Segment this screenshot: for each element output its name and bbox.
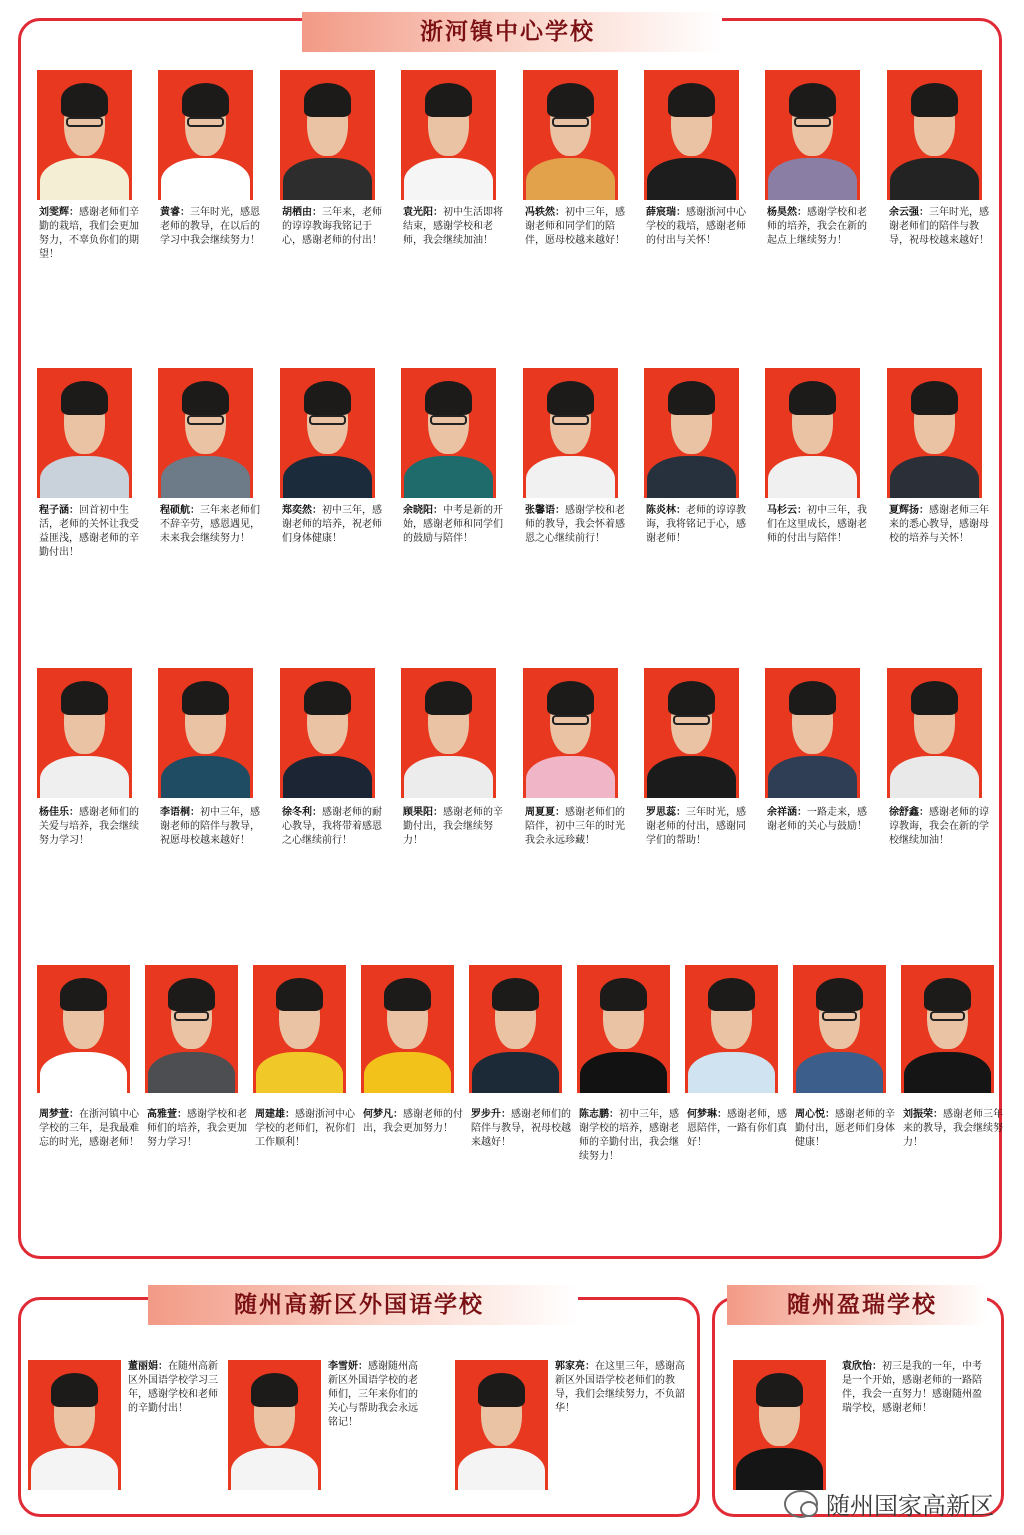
student-message: 在这里三年，感谢高新区外国语学校老师们的教导，我们会继续努力，不负韶华！ [555, 1361, 685, 1414]
student-photo [469, 965, 562, 1093]
student-name: 袁光阳： [403, 207, 443, 218]
student-message: 感谢浙河中心学校的栽培，感谢老师的付出与关怀！ [646, 207, 746, 246]
student-message: 三年时光，感谢老师的付出，感谢同学们的帮助！ [646, 807, 746, 846]
student-name: 何梦凡： [363, 1109, 403, 1120]
student-name: 李语桐： [160, 807, 200, 818]
student-message: 感谢老师们辛勤的栽培，我们会更加努力，不辜负你们的期望！ [39, 207, 139, 260]
watermark [784, 1486, 994, 1521]
student-caption [525, 206, 632, 248]
student-message: 感谢学校和老师的培养，我会在新的起点上继续努力！ [767, 207, 867, 246]
student-message: 初中生活即将结束，感谢学校和老师，我会继续加油！ [403, 207, 503, 246]
student-name: 徐冬利： [282, 807, 322, 818]
student-caption [160, 806, 267, 848]
student-message: 老师的谆谆教诲，我将铭记于心，感谢老师！ [646, 505, 746, 544]
student-message: 感谢浙河中心学校的老师们，祝你们工作顺利！ [255, 1109, 355, 1148]
student-photo [887, 70, 982, 200]
student-caption [646, 504, 753, 546]
student-name: 李雪妍： [328, 1361, 368, 1372]
student-caption [903, 1108, 1008, 1150]
student-caption [160, 504, 267, 546]
student-photo [455, 1360, 548, 1490]
student-caption [328, 1360, 424, 1430]
student-message: 在浙河镇中心学校的三年，是我最难忘的时光，感谢老师！ [39, 1109, 139, 1148]
student-message: 初中三年，我们在这里成长，感谢老师的付出与陪伴！ [767, 505, 867, 544]
student-caption [282, 206, 389, 248]
student-message: 回首初中生活，老师的关怀让我受益匪浅，感谢老师的辛勤付出！ [39, 505, 139, 558]
student-name: 周建雄： [255, 1109, 295, 1120]
student-caption [889, 504, 996, 546]
student-message: 一路走来，感谢老师的关心与鼓励！ [767, 807, 867, 832]
student-name: 杨昊然： [767, 207, 807, 218]
student-caption [795, 1108, 900, 1150]
student-name: 郑奕然： [282, 505, 322, 516]
student-caption [282, 806, 389, 848]
student-photo [145, 965, 238, 1093]
student-photo [523, 70, 618, 200]
student-name: 刘振荣： [903, 1109, 943, 1120]
student-photo [401, 70, 496, 200]
student-caption [889, 806, 996, 848]
student-caption [767, 806, 874, 834]
student-caption [39, 806, 146, 848]
student-name: 余云强： [889, 207, 929, 218]
student-name: 薛宸瑞： [646, 207, 686, 218]
student-photo [765, 70, 860, 200]
student-name: 董丽娟： [128, 1361, 168, 1372]
student-photo [37, 965, 130, 1093]
student-photo [401, 368, 496, 498]
student-caption [363, 1108, 468, 1136]
student-message: 三年时光，感恩老师的教导，在以后的学习中我会继续努力！ [160, 207, 260, 246]
student-message: 感谢随州高新区外国语学校的老师们，三年来你们的关心与帮助我会永远铭记！ [328, 1361, 418, 1428]
student-photo [158, 668, 253, 798]
student-message: 感谢学校和老师们的培养，我会更加努力学习！ [147, 1109, 247, 1148]
student-name: 周夏夏： [525, 807, 565, 818]
student-message: 感谢学校和老师的教导，我会怀着感恩之心继续前行！ [525, 505, 625, 544]
student-message: 三年来老师们不辞辛劳，感恩遇见，未来我会继续努力！ [160, 505, 260, 544]
student-caption [128, 1360, 224, 1416]
student-name: 罗步升： [471, 1109, 511, 1120]
student-name: 刘雯辉： [39, 207, 79, 218]
student-caption [767, 504, 874, 546]
student-name: 程硕航： [160, 505, 200, 516]
student-caption [471, 1108, 576, 1150]
watermark-text: 随州国家高新区 [826, 1492, 994, 1520]
student-photo [361, 965, 454, 1093]
student-caption [525, 806, 632, 848]
student-photo [733, 1360, 826, 1490]
student-message: 感谢老师的辛勤付出，我会继续努力！ [403, 807, 503, 846]
student-message: 感谢老师们的陪伴，初中三年的时光我会永远珍藏！ [525, 807, 625, 846]
student-name: 程子涵： [39, 505, 79, 516]
student-message: 三年来，老师的谆谆教诲我铭记于心，感谢老师的付出！ [282, 207, 382, 246]
student-photo [280, 70, 375, 200]
student-caption [39, 206, 146, 262]
student-caption [842, 1360, 982, 1416]
student-name: 马杉云： [767, 505, 807, 516]
student-name: 顾果阳： [403, 807, 443, 818]
student-photo [887, 368, 982, 498]
student-caption [403, 806, 510, 848]
student-message: 感谢老师的谆谆教诲，我会在新的学校继续加油！ [889, 807, 989, 846]
section-title-foreign-language: 随州高新区外国语学校 [148, 1285, 578, 1325]
student-name: 徐舒鑫： [889, 807, 929, 818]
student-message: 初中三年，感谢学校的培养，感谢老师的辛勤付出，我会继续努力！ [579, 1109, 679, 1162]
student-caption [687, 1108, 792, 1150]
student-message: 在随州高新区外国语学校学习三年，感谢学校和老师的辛勤付出！ [128, 1361, 218, 1414]
student-caption [646, 206, 753, 248]
student-caption [525, 504, 632, 546]
student-photo [280, 368, 375, 498]
student-message: 感谢老师的辛勤付出，愿老师们身体健康！ [795, 1109, 895, 1148]
student-name: 余晓阳： [403, 505, 443, 516]
student-caption [579, 1108, 684, 1164]
student-message: 感谢老师的付出，我会更加努力！ [363, 1109, 463, 1134]
student-name: 罗思蕊： [646, 807, 686, 818]
student-photo [793, 965, 886, 1093]
student-photo [228, 1360, 321, 1490]
student-name: 周梦萱： [39, 1109, 79, 1120]
student-photo [37, 668, 132, 798]
student-message: 感谢老师们的关爱与培养，我会继续努力学习！ [39, 807, 139, 846]
student-name: 夏辉扬： [889, 505, 929, 516]
student-message: 中考是新的开始，感谢老师和同学们的鼓励与陪伴！ [403, 505, 503, 544]
student-name: 黄睿： [160, 207, 190, 218]
student-name: 冯轶然： [525, 207, 565, 218]
student-message: 感谢老师们的陪伴与教导，祝母校越来越好！ [471, 1109, 571, 1148]
student-caption [255, 1108, 360, 1150]
student-message: 感谢老师，感恩陪伴，一路有你们真好！ [687, 1109, 787, 1148]
student-message: 初中三年，感谢老师的陪伴与教导，祝愿母校越来越好！ [160, 807, 260, 846]
student-name: 杨佳乐： [39, 807, 79, 818]
student-photo [523, 368, 618, 498]
student-message: 感谢老师三年来的悉心教导，感谢母校的培养与关怀！ [889, 505, 989, 544]
student-photo [577, 965, 670, 1093]
student-photo [158, 368, 253, 498]
student-message: 感谢老师的耐心教导，我将带着感恩之心继续前行！ [282, 807, 382, 846]
student-message: 感谢老师三年来的教导，我会继续努力！ [903, 1109, 1003, 1148]
student-name: 陈志鹏： [579, 1109, 619, 1120]
student-photo [158, 70, 253, 200]
student-photo [523, 668, 618, 798]
student-photo [37, 70, 132, 200]
student-message: 三年时光，感谢老师们的陪伴与教导，祝母校越来越好！ [889, 207, 989, 246]
student-photo [765, 668, 860, 798]
student-photo [253, 965, 346, 1093]
student-name: 郭家亮： [555, 1361, 595, 1372]
student-photo [644, 368, 739, 498]
student-name: 余祥涵： [767, 807, 807, 818]
student-name: 陈炎林： [646, 505, 686, 516]
student-caption [646, 806, 753, 848]
student-name: 周心悦： [795, 1109, 835, 1120]
student-name: 高雅萱： [147, 1109, 187, 1120]
student-caption [889, 206, 996, 248]
student-caption [147, 1108, 252, 1150]
student-caption [39, 1108, 144, 1150]
wechat-icon [784, 1490, 818, 1518]
student-caption [555, 1360, 685, 1416]
student-caption [403, 206, 510, 248]
student-message: 初中三年，感谢老师的培养，祝老师们身体健康！ [282, 505, 382, 544]
student-photo [644, 668, 739, 798]
student-caption [767, 206, 874, 248]
student-name: 张馨语： [525, 505, 565, 516]
student-name: 胡栖由： [282, 207, 322, 218]
student-photo [887, 668, 982, 798]
section-title-zhehe: 浙河镇中心学校 [302, 12, 722, 52]
student-photo [401, 668, 496, 798]
student-photo [37, 368, 132, 498]
student-caption [403, 504, 510, 546]
student-message: 初三是我的一年，中考是一个开始，感谢老师的一路陪伴，我会一直努力！感谢随州盈瑞学校，感谢老师！ [842, 1361, 982, 1414]
student-photo [644, 70, 739, 200]
student-caption [39, 504, 146, 560]
student-caption [160, 206, 267, 248]
student-message: 初中三年，感谢老师和同学们的陪伴，愿母校越来越好！ [525, 207, 625, 246]
student-caption [282, 504, 389, 546]
student-photo [28, 1360, 121, 1490]
student-name: 何梦琳： [687, 1109, 727, 1120]
section-title-yingrui: 随州盈瑞学校 [727, 1285, 987, 1325]
student-photo [765, 368, 860, 498]
student-photo [280, 668, 375, 798]
student-photo [901, 965, 994, 1093]
student-name: 袁欣怡： [842, 1361, 882, 1372]
student-photo [685, 965, 778, 1093]
